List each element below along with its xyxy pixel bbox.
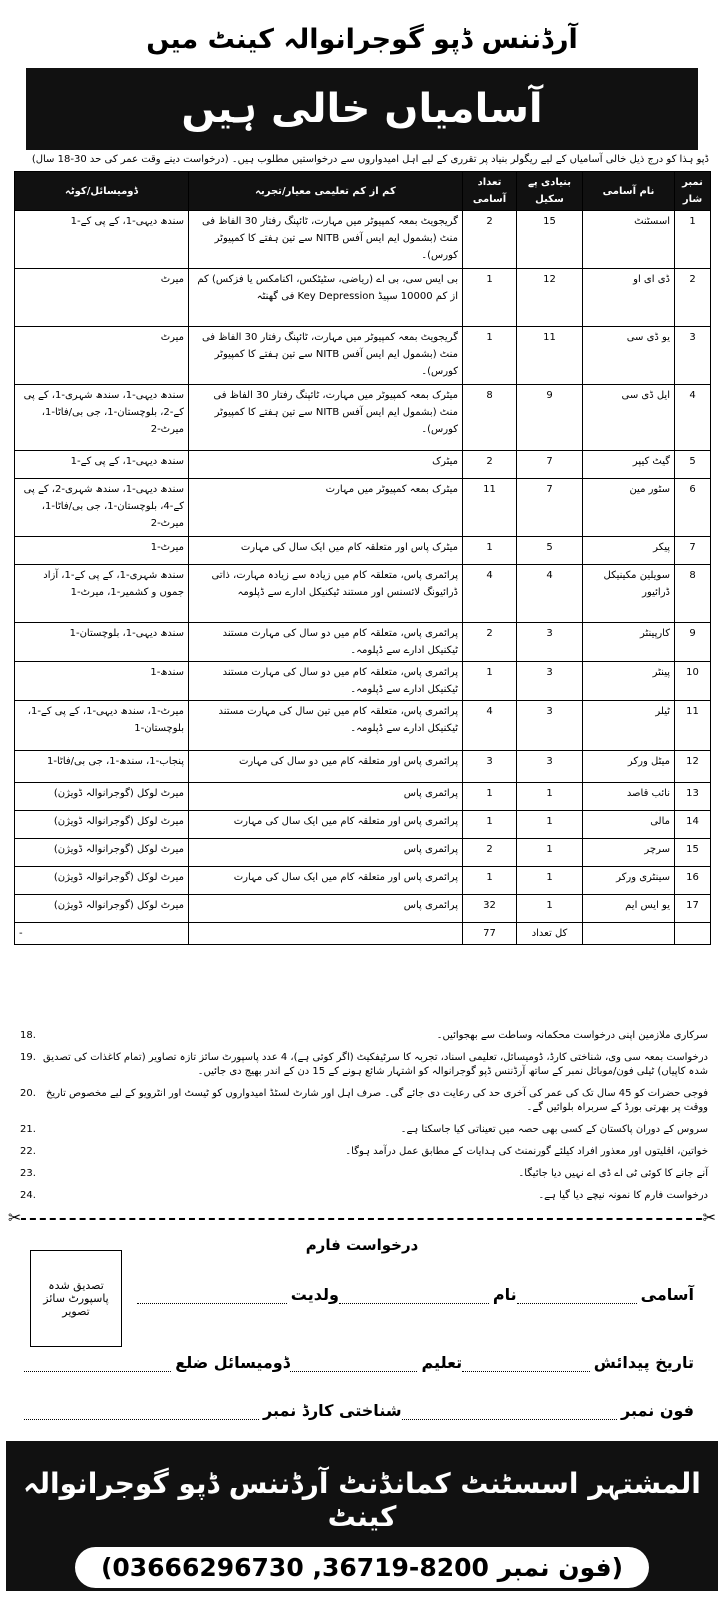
total-quota: - [15,923,189,945]
form-row-phone [24,1396,694,1420]
cell-post: یو ایس ایم [583,895,675,923]
cell-qualification: بی ایس سی، بی اے (ریاضی، سٹیٹکس، اکنامکس یا فزکس) کم از کم 10000 سپیڈ Key Depression فی گھنٹہ [189,269,463,327]
note-item [20,1123,708,1137]
form-row-post [134,1280,694,1304]
cell-sr: 8 [675,565,711,623]
cell-count: 4 [463,565,517,623]
father-label: ولدیت [290,1285,339,1304]
total-label: کل تعداد [517,923,583,945]
cell-quota: سندھ شہری-1، کے پی کے-1، آزاد جموں و کشمیر-1، میرٹ-1 [15,565,189,623]
note-text: درخواست بمعہ سی وی، شناختی کارڈ، ڈومیسائل، تعلیمی اسناد، تجربہ کا سرٹیفکیٹ (اگر کوئی ہے)، 4 عدد پاسپورٹ سائز تازہ تصاویر (تمام کاغذات کی تصدیق شدہ کاپیاں) ٹیلی فون/موبائل نمبر کے ساتھ آرڈننس ڈپو گوجرانوالہ کو اشتہار شائع ہونے کے 15 دن کے اندر بھیج دی جائیں۔ [42,1052,708,1077]
cell-post: یو ڈی سی [583,327,675,385]
table-row [15,479,711,537]
cell-blank [189,923,463,945]
table-row [15,385,711,451]
phone-label: فون نمبر [621,1401,694,1420]
cell-post: مالی [583,811,675,839]
cell-quota: میرٹ [15,327,189,385]
cell-sr: 14 [675,811,711,839]
page-title: آرڈننس ڈپو گوجرانوالہ کینٹ میں [146,24,578,55]
cell-quota: میرٹ لوکل (گوجرانوالہ ڈویژن) [15,839,189,867]
cell-bps: 7 [517,479,583,537]
note-number: 22. [20,1146,36,1157]
phone-pill [75,1547,649,1588]
table-row [15,451,711,479]
scissors-icon: ✂ [702,1208,716,1227]
total-value: 77 [463,923,517,945]
cell-count: 2 [463,451,517,479]
cell-count: 1 [463,662,517,701]
table-header-row [15,172,711,211]
table-row [15,623,711,662]
cell-qualification: پرائمری پاس اور متعلقہ کام میں ایک سال کی مہارت [189,811,463,839]
cell-post: پینٹر [583,662,675,701]
cell-qualification: پرائمری پاس، متعلقہ کام میں تین سال کی مہارت مستند ٹیکنیکل ادارے سے ڈپلومہ۔ [189,701,463,751]
name-field[interactable] [339,1285,489,1304]
cell-sr: 13 [675,783,711,811]
cell-sr: 1 [675,211,711,269]
footer-banner [6,1441,718,1591]
cell-bps: 11 [517,327,583,385]
cell-qualification: پرائمری پاس، متعلقہ کام میں دو سال کی مہارت مستند ٹیکنیکل ادارے سے ڈپلومہ۔ [189,662,463,701]
header-post: نام آسامی [583,172,675,211]
cell-blank [583,923,675,945]
note-item [20,1029,708,1043]
cell-quota: سندھ-1 [15,662,189,701]
cell-bps: 1 [517,867,583,895]
cell-qualification: میٹرک پاس اور متعلقہ کام میں ایک سال کی مہارت [189,537,463,565]
domicile-label: ڈومیسائل ضلع [175,1353,290,1372]
education-label: تعلیم [421,1353,463,1372]
vacancies-table [14,171,711,945]
cell-quota: میرٹ لوکل (گوجرانوالہ ڈویژن) [15,811,189,839]
table-row [15,537,711,565]
note-text: آنے جانے کا کوئی ٹی اے ڈی اے نہیں دیا جائیگا۔ [518,1168,708,1179]
cell-sr: 3 [675,327,711,385]
cell-bps: 12 [517,269,583,327]
cell-qualification: پرائمری پاس اور متعلقہ کام میں دو سال کی مہارت [189,751,463,783]
cell-qualification: میٹرک [189,451,463,479]
photo-box-label: تصدیق شدہ پاسپورٹ سائز تصویر [43,1279,109,1318]
photo-box [30,1250,122,1347]
cell-bps: 9 [517,385,583,451]
note-number: 20. [20,1088,36,1099]
table-row [15,701,711,751]
post-field[interactable] [517,1285,637,1304]
cell-bps: 1 [517,895,583,923]
header-qualification: کم از کم تعلیمی معیار/تجربہ [189,172,463,211]
note-item [20,1145,708,1159]
cell-bps: 15 [517,211,583,269]
table-row [15,811,711,839]
cell-qualification: پرائمری پاس [189,839,463,867]
phone-field[interactable] [402,1401,617,1420]
cell-qualification: پرائمری پاس اور متعلقہ کام میں ایک سال کی مہارت [189,867,463,895]
cell-quota: سندھ دیہی-1، بلوچستان-1 [15,623,189,662]
domicile-field[interactable] [24,1353,171,1372]
cell-qualification: پرائمری پاس [189,783,463,811]
cell-sr: 5 [675,451,711,479]
note-text: درخواست فارم کا نمونہ نیچے دیا گیا ہے۔ [538,1190,708,1201]
cell-bps: 7 [517,451,583,479]
cell-bps: 1 [517,811,583,839]
table-row [15,895,711,923]
cell-post: اسسٹنٹ [583,211,675,269]
cell-qualification: میٹرک بمعہ کمپیوٹر میں مہارت [189,479,463,537]
cell-qualification: پرائمری پاس، متعلقہ کام میں دو سال کی مہارت مستند ٹیکنیکل ادارے سے ڈپلومہ۔ [189,623,463,662]
cell-post: سویلین مکینیکل ڈرائیور [583,565,675,623]
intro-text: ڈپو ہذا کو درج ذیل خالی آسامیاں کے لیے ریگولر بنیاد پر تقرری کے لیے اہل امیدواروں سے درخواستیں مطلوب ہیں۔ (درخواست دینے وقت عمر کی حد 30-18 سال) [31,154,709,165]
cell-quota: میرٹ لوکل (گوجرانوالہ ڈویژن) [15,895,189,923]
table-row [15,751,711,783]
table-row [15,867,711,895]
advertiser-name: المشتہر اسسٹنٹ کمانڈنٹ آرڈننس ڈپو گوجرانوالہ کینٹ [23,1467,701,1533]
cell-bps: 1 [517,839,583,867]
phone-numbers: 8200-36719, 03666296730) [100,1553,489,1582]
cell-count: 32 [463,895,517,923]
header-sr: نمبر شار [675,172,711,211]
cell-count: 2 [463,839,517,867]
cell-sr: 6 [675,479,711,537]
cell-sr: 7 [675,537,711,565]
cell-qualification: گریجویٹ بمعہ کمپیوٹر میں مہارت، ٹائپنگ رفتار 30 الفاظ فی منٹ (بشمول ایم ایس آفس NITB سے تین ہفتے کا کمپیوٹر کورس)۔ [189,327,463,385]
header-quota: ڈومیسائل/کوٹہ [15,172,189,211]
cell-count: 2 [463,623,517,662]
note-item [20,1087,708,1115]
table-row [15,269,711,327]
cell-post: پیکر [583,537,675,565]
cell-post: گیٹ کیپر [583,451,675,479]
table-row [15,783,711,811]
cell-quota: میرٹ لوکل (گوجرانوالہ ڈویژن) [15,783,189,811]
table-total-row [15,923,711,945]
cell-count: 3 [463,751,517,783]
dob-field[interactable] [462,1353,590,1372]
cell-quota: میرٹ [15,269,189,327]
cnic-field[interactable] [24,1401,259,1420]
cut-line [10,1218,712,1220]
note-number: 19. [20,1052,36,1063]
scissors-icon: ✂ [8,1208,22,1227]
note-text: سروس کے دوران پاکستان کے کسی بھی حصہ میں تعیناتی کیا جاسکتا ہے۔ [400,1124,708,1135]
cell-sr: 4 [675,385,711,451]
note-text: فوجی حضرات کو 45 سال تک کی عمر کی آخری حد کی رعایت دی جائے گی۔ صرف اہل اور شارٹ لسٹڈ امیدواروں کو ٹیسٹ اور انٹرویو کے لیے مخصوص تاریخ ووقت پر بھرتی بورڈ کے سربراہ بلوائیں گے۔ [45,1088,708,1113]
cell-post: کارپینٹر [583,623,675,662]
cell-quota: میرٹ لوکل (گوجرانوالہ ڈویژن) [15,867,189,895]
cell-quota: میرٹ-1، سندھ دیہی-1، کے پی کے-1، بلوچستان-1 [15,701,189,751]
cell-post: سٹور مین [583,479,675,537]
cell-sr: 12 [675,751,711,783]
note-number: 24. [20,1190,36,1201]
note-text: خواتین، اقلیتوں اور معذور افراد کیلئے گورنمنٹ کی ہدایات کے مطابق عمل درآمد ہوگا۔ [345,1146,708,1157]
cell-sr: 17 [675,895,711,923]
cell-blank [675,923,711,945]
cell-count: 4 [463,701,517,751]
dob-label: تاریخ پیدائش [593,1353,694,1372]
cell-sr: 2 [675,269,711,327]
cell-bps: 1 [517,783,583,811]
table-row [15,662,711,701]
table-row [15,839,711,867]
cell-post: میٹل ورکر [583,751,675,783]
cell-count: 2 [463,211,517,269]
cell-bps: 4 [517,565,583,623]
note-item [20,1051,708,1079]
cell-quota: میرٹ-1 [15,537,189,565]
phone-label-text: (فون نمبر [497,1553,624,1582]
cell-post: ٹیلر [583,701,675,751]
cnic-label: شناختی کارڈ نمبر [263,1401,402,1420]
vacancies-banner: آسامیاں خالی ہیں [26,68,698,150]
father-field[interactable] [137,1285,287,1304]
post-label: آسامی [640,1285,694,1304]
note-number: 21. [20,1124,36,1135]
cell-bps: 3 [517,662,583,701]
cell-qualification: گریجویٹ بمعہ کمپیوٹر میں مہارت، ٹائپنگ رفتار 30 الفاظ فی منٹ (بشمول ایم ایس آفس NITB سے تین ہفتے کا کمپیوٹر کورس)۔ [189,211,463,269]
note-item [20,1189,708,1203]
form-row-dob [24,1348,694,1372]
cell-qualification: پرائمری پاس [189,895,463,923]
education-field[interactable] [290,1353,418,1372]
cell-count: 1 [463,867,517,895]
cell-sr: 16 [675,867,711,895]
table-row [15,327,711,385]
cell-count: 11 [463,479,517,537]
cell-post: ڈی ای او [583,269,675,327]
cell-post: نائب قاصد [583,783,675,811]
cell-qualification: میٹرک بمعہ کمپیوٹر میں مہارت، ٹائپنگ رفتار 30 الفاظ فی منٹ (بشمول ایم ایس آفس NITB سے تین ہفتے کا کمپیوٹر کورس)۔ [189,385,463,451]
cell-bps: 3 [517,623,583,662]
header-bps: بنیادی پے سکیل [517,172,583,211]
cell-post: سینٹری ورکر [583,867,675,895]
table-row [15,565,711,623]
cell-count: 1 [463,811,517,839]
note-number: 23. [20,1168,36,1179]
note-number: 18. [20,1030,36,1041]
cell-quota: سندھ دیہی-1، کے پی کے-1 [15,451,189,479]
notes-list [20,1029,708,1211]
cell-count: 1 [463,537,517,565]
note-item [20,1167,708,1181]
table-row [15,211,711,269]
cell-count: 8 [463,385,517,451]
cell-quota: پنجاب-1، سندھ-1، جی بی/فاٹا-1 [15,751,189,783]
cell-count: 1 [463,783,517,811]
header-count: تعداد آسامی [463,172,517,211]
cell-sr: 11 [675,701,711,751]
cell-count: 1 [463,269,517,327]
cell-sr: 15 [675,839,711,867]
cell-quota: سندھ دیہی-1، کے پی کے-1 [15,211,189,269]
cell-post: ایل ڈی سی [583,385,675,451]
cell-count: 1 [463,327,517,385]
cell-sr: 9 [675,623,711,662]
cell-sr: 10 [675,662,711,701]
note-text: سرکاری ملازمین اپنی درخواست محکمانہ وساطت سے بھجوائیں۔ [436,1030,708,1041]
name-label: نام [492,1285,517,1304]
cell-quota: سندھ دیہی-1، سندھ شہری-1، کے پی کے-2، بلوچستان-1، جی بی/فاٹا-1، میرٹ-2 [15,385,189,451]
cell-quota: سندھ دیہی-1، سندھ شہری-2، کے پی کے-4، بلوچستان-1، جی بی/فاٹا-1، میرٹ-2 [15,479,189,537]
cell-bps: 3 [517,701,583,751]
cell-qualification: پرائمری پاس، متعلقہ کام میں زیادہ سے زیادہ مہارت، ذاتی ڈرائیونگ لائسنس اور مستند ٹیکنیکل ادارے سے ڈپلومہ [189,565,463,623]
cell-post: سرچر [583,839,675,867]
form-title: درخواست فارم [305,1236,419,1254]
cell-bps: 5 [517,537,583,565]
cell-bps: 3 [517,751,583,783]
